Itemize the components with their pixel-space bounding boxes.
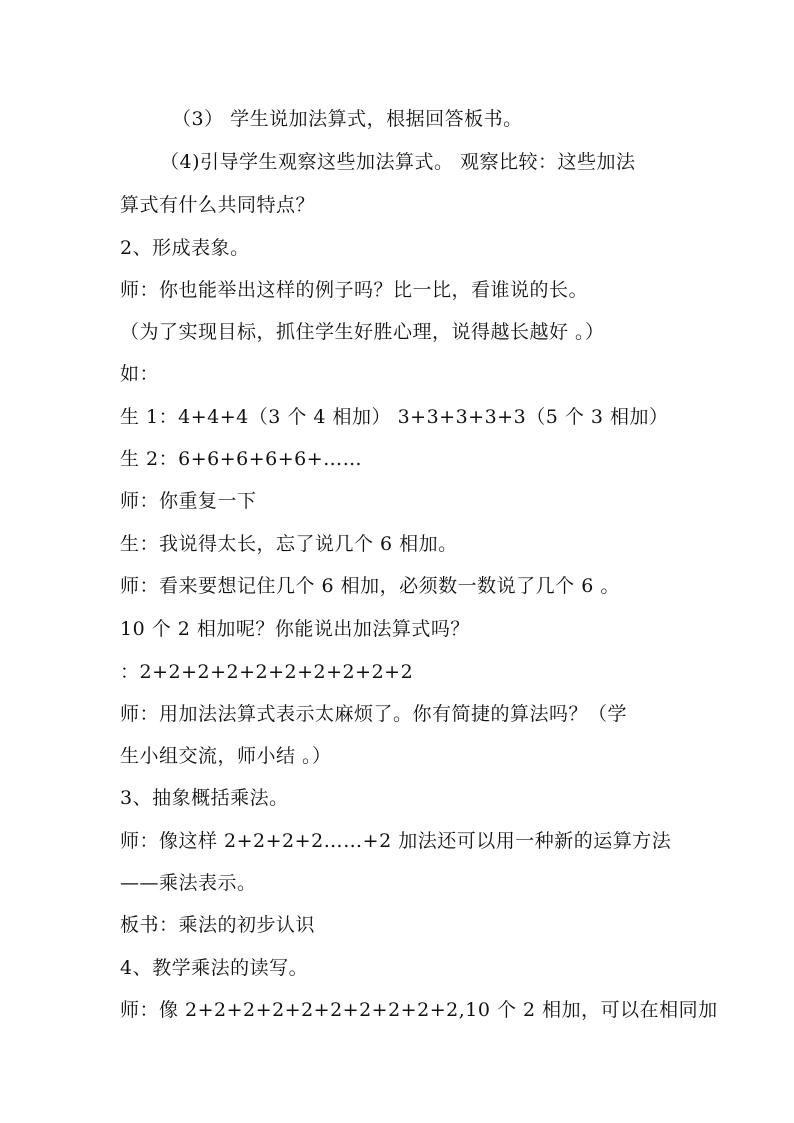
- text-line: 师：你也能举出这样的例子吗？比一比，看谁说的长。: [120, 279, 589, 301]
- text-line: （4)引导学生观察这些加法算式。 观察比较：这些加法: [160, 151, 636, 173]
- text-line: （3） 学生说加法算式，根据回答板书。: [172, 108, 523, 130]
- section-heading: 3、抽象概括乘法。: [120, 787, 289, 809]
- text-line: 生：我说得太长，忘了说几个 6 相加。: [120, 533, 458, 555]
- text-line: 10 个 2 相加呢？你能说出加法算式吗？: [120, 618, 470, 640]
- text-line: （为了实现目标，抓住学生好胜心理，说得越长越好 。）: [120, 321, 605, 343]
- text-line: 师：看来要想记住几个 6 相加，必须数一数说了几个 6 。: [120, 575, 620, 597]
- text-line: ——乘法表示。: [120, 872, 257, 894]
- text-line: 师：像这样 2+2+2+2……+2 加法还可以用一种新的运算方法: [120, 830, 672, 852]
- text-line: 板书：乘法的初步认识: [120, 914, 316, 936]
- text-line: 如：: [120, 363, 160, 385]
- text-line: 师：像 2+2+2+2+2+2+2+2+2+2,10 个 2 相加，可以在相同加: [120, 999, 718, 1021]
- text-line: 生 1：4+4+4（3 个 4 相加） 3+3+3+3+3（5 个 3 相加）: [120, 406, 669, 428]
- text-line: 生小组交流，师小结 。）: [120, 745, 332, 767]
- text-line: ：2+2+2+2+2+2+2+2+2+2: [120, 661, 414, 683]
- section-heading: 4、教学乘法的读写。: [120, 957, 309, 979]
- section-heading: 2、形成表象。: [120, 237, 250, 259]
- text-line: 算式有什么共同特点？: [120, 194, 316, 216]
- text-line: 师：你重复一下: [120, 490, 257, 512]
- text-line: 师：用加法法算式表示太麻烦了。你有简捷的算法吗？（学: [120, 703, 628, 725]
- text-line: 生 2：6+6+6+6+6+……: [120, 448, 363, 470]
